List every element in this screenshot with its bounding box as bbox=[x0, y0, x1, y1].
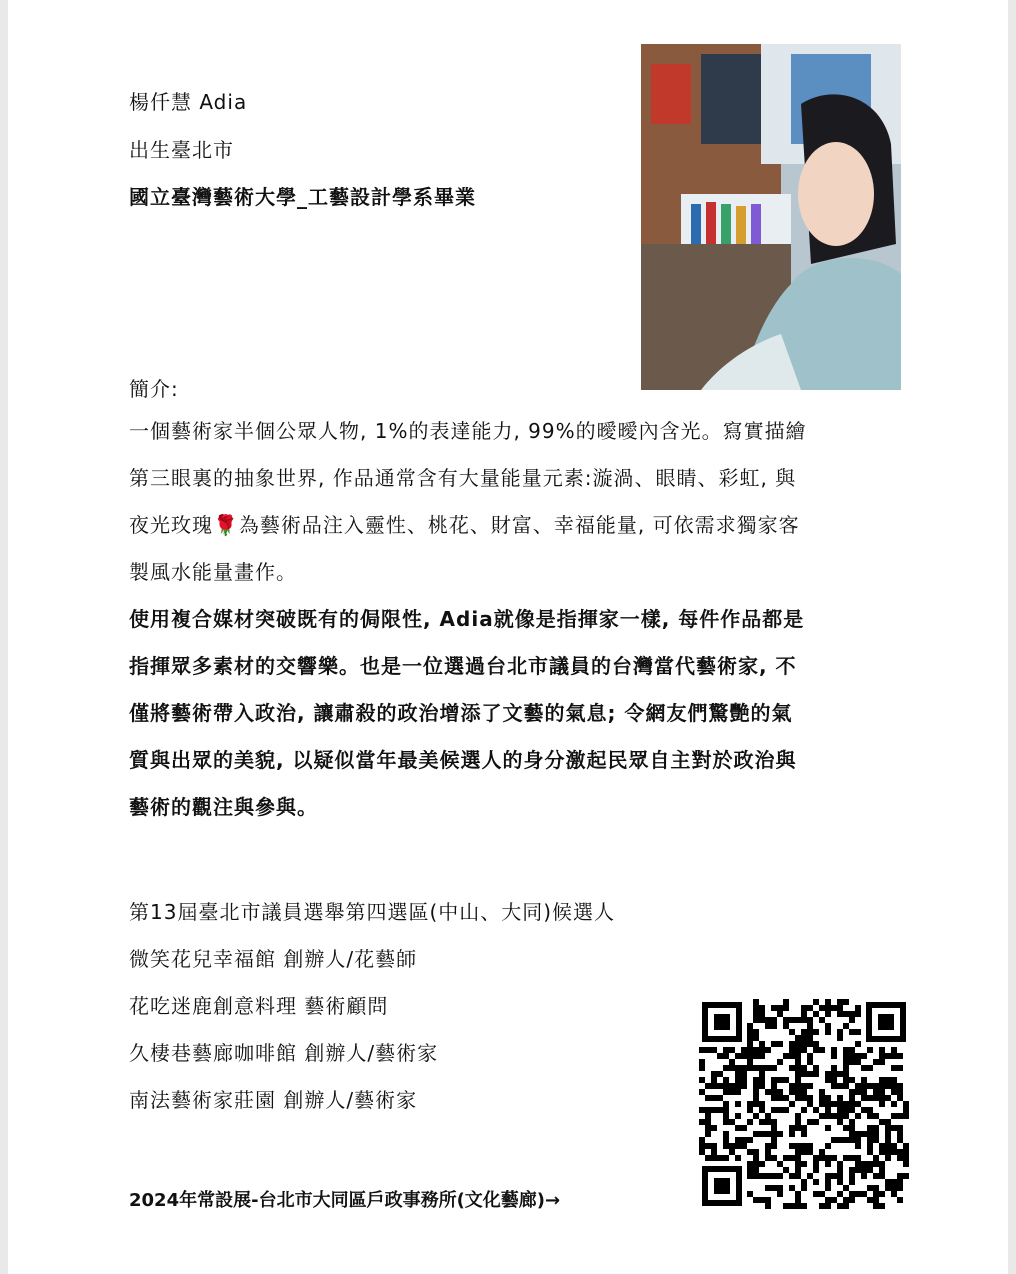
intro-line: 藝術的觀注與參與。 bbox=[129, 795, 318, 819]
intro-line: 僅將藝術帶入政治, 讓肅殺的政治增添了文藝的氣息; 令網友們驚艷的氣 bbox=[129, 701, 793, 725]
intro-line: 第三眼裏的抽象世界, 作品通常含有大量能量元素:漩渦、眼睛、彩虹, 與 bbox=[129, 466, 797, 490]
intro-line: 質與出眾的美貌, 以疑似當年最美候選人的身分激起民眾自主對於政治與 bbox=[129, 748, 797, 772]
exhibition-link[interactable]: 2024年常設展-台北市大同區戶政事務所(文化藝廊)→ bbox=[129, 1190, 561, 1211]
education: 國立臺灣藝術大學_工藝設計學系畢業 bbox=[129, 185, 476, 209]
intro-line: 製風水能量畫作。 bbox=[129, 560, 297, 584]
role-item: 久棲巷藝廊咖啡館 創辦人/藝術家 bbox=[129, 1041, 439, 1065]
artist-name: 楊仟慧 Adia bbox=[129, 90, 248, 114]
role-item: 南法藝術家莊園 創辦人/藝術家 bbox=[129, 1088, 418, 1112]
document-page bbox=[8, 0, 1008, 1274]
portrait-photo bbox=[641, 44, 901, 390]
intro-line: 使用複合媒材突破既有的侷限性, Adia就像是指揮家一樣, 每件作品都是 bbox=[129, 607, 805, 631]
qr-code-icon[interactable] bbox=[698, 998, 910, 1210]
intro-line: 指揮眾多素材的交響樂。也是一位選過台北市議員的台灣當代藝術家, 不 bbox=[129, 654, 797, 678]
intro-paragraph bbox=[129, 408, 909, 831]
intro-heading: 簡介: bbox=[129, 377, 179, 401]
role-item: 微笑花兒幸福館 創辦人/花藝師 bbox=[129, 947, 418, 971]
role-item: 花吃迷鹿創意料理 藝術顧問 bbox=[129, 994, 389, 1018]
birthplace: 出生臺北市 bbox=[129, 138, 234, 162]
intro-line: 一個藝術家半個公眾人物, 1%的表達能力, 99%的曖曖內含光。寫實描繪 bbox=[129, 419, 807, 443]
intro-line: 夜光玫瑰🌹為藝術品注入靈性、桃花、財富、幸福能量, 可依需求獨家客 bbox=[129, 513, 800, 537]
role-candidate: 第13屆臺北市議員選舉第四選區(中山、大同)候選人 bbox=[129, 900, 616, 924]
